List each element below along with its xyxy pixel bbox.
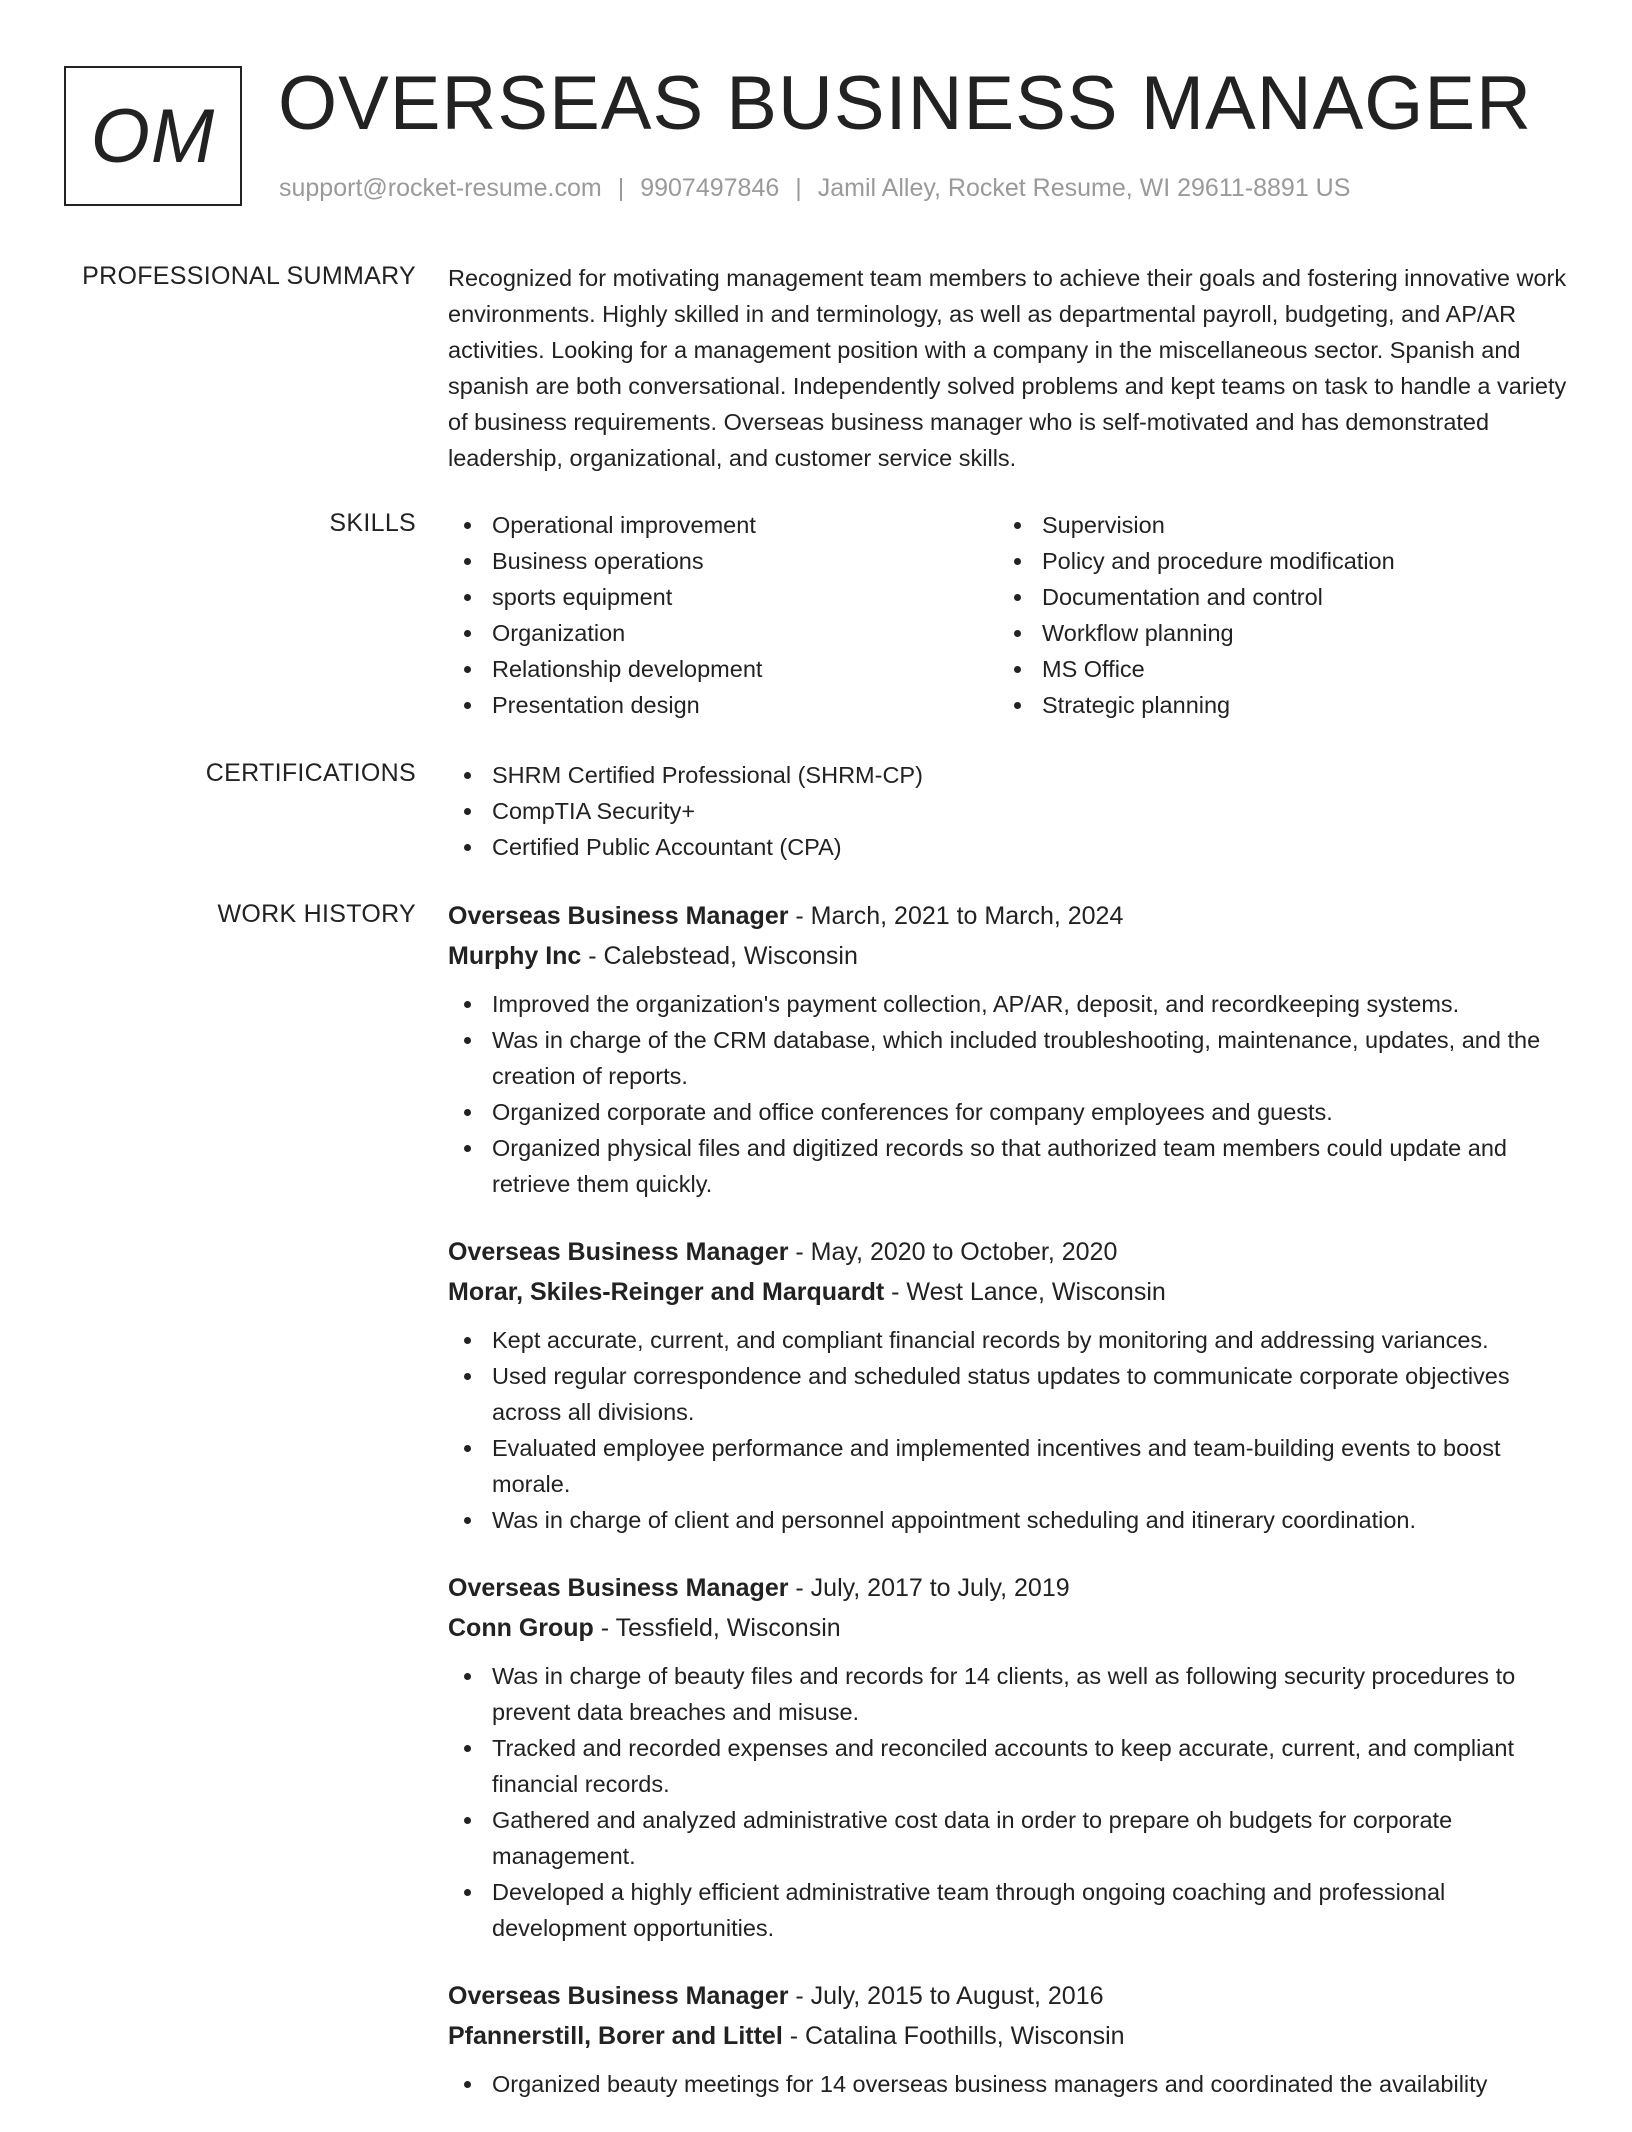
job-title-line — [448, 1976, 1570, 2016]
skills-body — [448, 507, 1570, 723]
job-duty-item: Kept accurate, current, and compliant financial records by monitoring and addressing variances. — [448, 1322, 1570, 1358]
skill-item: MS Office — [998, 651, 1548, 687]
job-duty-item: Was in charge of the CRM database, which included troubleshooting, maintenance, updates, and the creation of reports. — [448, 1022, 1570, 1094]
job-dates: - March, 2021 to March, 2024 — [788, 902, 1124, 930]
job-company: Conn Group — [448, 1614, 594, 1642]
job-duty-item: Gathered and analyzed administrative cost data in order to prepare oh budgets for corporate management. — [448, 1802, 1570, 1874]
summary-text: Recognized for motivating management team members to achieve their goals and fostering innovative work environments. Highly skilled in and terminology, as well as departmental payroll, budgeting, and AP/AR activities. Looking for a management position with a company in the miscellaneous sector. Spanish and spanish are both conversational. Independently solved problems and kept teams on task to handle a variety of business requirements. Overseas business manager who is self-motivated and has demonstrated leadership, organizational, and customer service skills. — [448, 265, 1567, 471]
resume-title: OVERSEAS BUSINESS MANAGER — [278, 61, 1532, 146]
job-duty-item: Was in charge of client and personnel appointment scheduling and itinerary coordination. — [448, 1502, 1570, 1538]
contact-separator: | — [617, 174, 625, 202]
job-location: - Tessfield, Wisconsin — [593, 1614, 841, 1642]
skill-item: Presentation design — [448, 687, 998, 723]
job-duty-item: Used regular correspondence and scheduled status updates to communicate corporate objectives across all divisions. — [448, 1358, 1570, 1430]
skill-item: Documentation and control — [998, 579, 1548, 615]
section-label-summary: PROFESSIONAL SUMMARY — [82, 262, 416, 290]
job-title-line — [448, 896, 1570, 936]
contact-line — [279, 174, 1350, 203]
certifications-list — [448, 757, 1570, 865]
job-title: Overseas Business Manager — [448, 902, 789, 930]
contact-address: Jamil Alley, Rocket Resume, WI 29611-8891 US — [817, 174, 1351, 202]
summary-body — [448, 260, 1570, 476]
job-entry — [448, 1232, 1570, 1538]
section-label-work-history: WORK HISTORY — [217, 900, 416, 928]
skill-item: Business operations — [448, 543, 998, 579]
section-label-certifications: CERTIFICATIONS — [205, 759, 416, 787]
skill-item: Policy and procedure modification — [998, 543, 1548, 579]
job-duty-item: Developed a highly efficient administrative team through ongoing coaching and professional development opportunities. — [448, 1874, 1570, 1946]
job-company-line — [448, 936, 1570, 976]
job-dates: - July, 2015 to August, 2016 — [788, 1982, 1104, 2010]
certifications-body — [448, 757, 1570, 865]
job-company: Morar, Skiles-Reinger and Marquardt — [448, 1278, 885, 1306]
contact-email: support@rocket-resume.com — [279, 174, 602, 202]
skill-item: Strategic planning — [998, 687, 1548, 723]
skills-list-left — [448, 507, 998, 723]
job-duties-list — [448, 2066, 1570, 2102]
job-dates: - July, 2017 to July, 2019 — [788, 1574, 1070, 1602]
job-duty-item: Was in charge of beauty files and records for 14 clients, as well as following security procedures to prevent data breaches and misuse. — [448, 1658, 1570, 1730]
skill-item: Supervision — [998, 507, 1548, 543]
contact-phone: 9907497846 — [640, 174, 780, 202]
job-location: - Calebstead, Wisconsin — [581, 942, 858, 970]
job-company-line — [448, 1608, 1570, 1648]
job-title: Overseas Business Manager — [448, 1982, 789, 2010]
job-title-line — [448, 1568, 1570, 1608]
job-duty-item: Evaluated employee performance and implemented incentives and team-building events to boost morale. — [448, 1430, 1570, 1502]
job-company: Pfannerstill, Borer and Littel — [448, 2022, 783, 2050]
job-company-line — [448, 2016, 1570, 2056]
job-entry — [448, 1568, 1570, 1946]
skill-item: sports equipment — [448, 579, 998, 615]
job-duties-list — [448, 1658, 1570, 1946]
job-location: - West Lance, Wisconsin — [884, 1278, 1166, 1306]
skill-item: Organization — [448, 615, 998, 651]
job-duties-list — [448, 986, 1570, 1202]
section-label-skills: SKILLS — [329, 509, 416, 537]
skills-list-right — [998, 507, 1548, 723]
certification-item: Certified Public Accountant (CPA) — [448, 829, 1570, 865]
job-entry — [448, 896, 1570, 1202]
job-duty-item: Organized corporate and office conferences for company employees and guests. — [448, 1094, 1570, 1130]
job-duty-item: Tracked and recorded expenses and reconciled accounts to keep accurate, current, and compliant financial records. — [448, 1730, 1570, 1802]
work-history-body — [448, 896, 1570, 2132]
monogram-logo: OM — [64, 66, 242, 206]
contact-separator: | — [795, 174, 802, 202]
job-duty-item: Improved the organization's payment collection, AP/AR, deposit, and recordkeeping systems. — [448, 986, 1570, 1022]
skill-item: Workflow planning — [998, 615, 1548, 651]
skill-item: Relationship development — [448, 651, 998, 687]
job-title-line — [448, 1232, 1570, 1272]
certification-item: SHRM Certified Professional (SHRM-CP) — [448, 757, 1570, 793]
job-duty-item: Organized physical files and digitized records so that authorized team members could update and retrieve them quickly. — [448, 1130, 1570, 1202]
certification-item: CompTIA Security+ — [448, 793, 1570, 829]
job-title: Overseas Business Manager — [448, 1574, 789, 1602]
job-company: Murphy Inc — [448, 942, 582, 970]
job-company-line — [448, 1272, 1570, 1312]
job-dates: - May, 2020 to October, 2020 — [788, 1238, 1118, 1266]
skill-item: Operational improvement — [448, 507, 998, 543]
job-entry — [448, 1976, 1570, 2102]
resume-header — [64, 61, 1584, 210]
job-title: Overseas Business Manager — [448, 1238, 789, 1266]
job-duty-item: Organized beauty meetings for 14 overseas business managers and coordinated the availability — [448, 2066, 1570, 2102]
job-duties-list — [448, 1322, 1570, 1538]
job-location: - Catalina Foothills, Wisconsin — [782, 2022, 1125, 2050]
